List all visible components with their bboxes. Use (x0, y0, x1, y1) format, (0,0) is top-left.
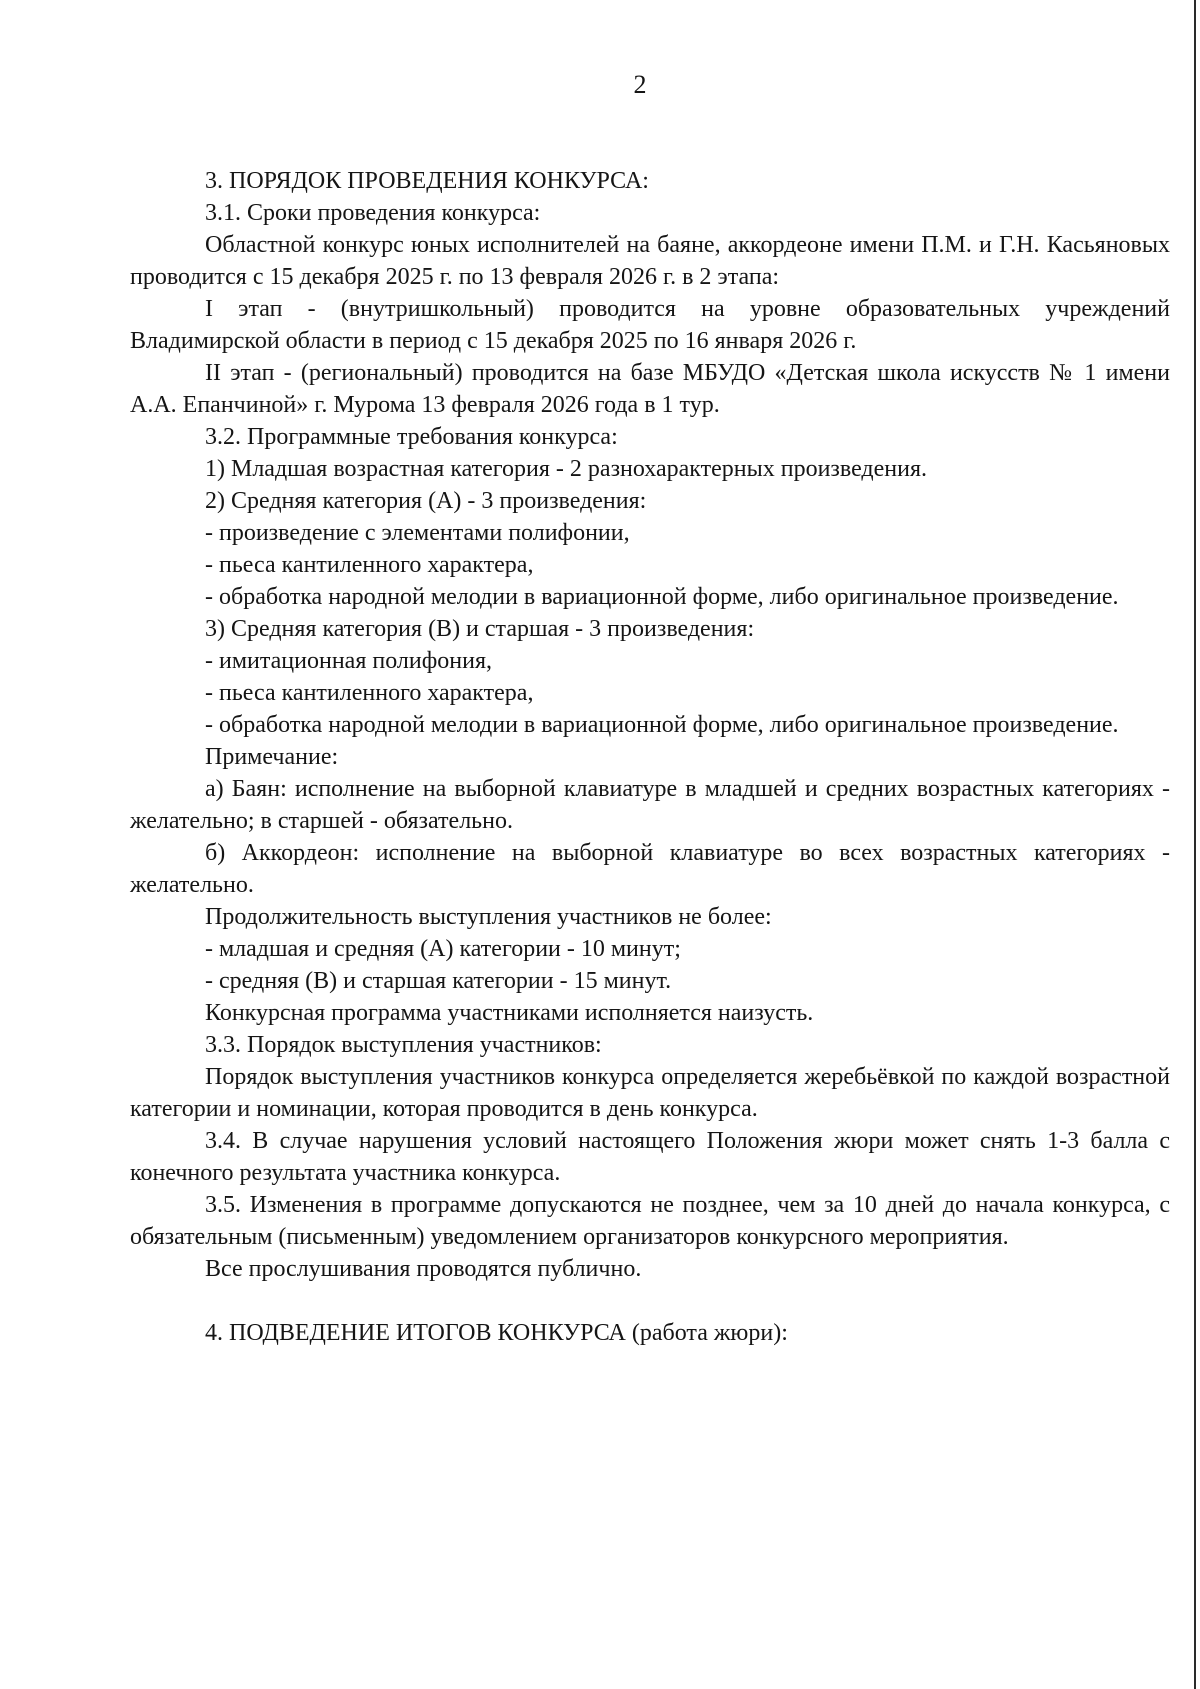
section-4-heading: 4. ПОДВЕДЕНИЕ ИТОГОВ КОНКУРСА (работа жюри): (205, 1320, 788, 1346)
list-item: - младшая и средняя (А) категории - 10 минут; (205, 936, 681, 962)
requirement-middle-a: 2) Средняя категория (А) - 3 произведения: (205, 488, 647, 514)
paragraph-public-auditions: Все прослушивания проводятся публично. (205, 1256, 642, 1282)
note-bayan: а) Баян: исполнение на выборной клавиатуре в младшей и средних возрастных категориях - желательно; в старшей - обязательно. (130, 776, 1170, 834)
spacer (130, 1285, 1170, 1317)
list-item: - пьеса кантиленного характера, (205, 680, 534, 706)
scan-edge-line (1194, 0, 1196, 1689)
paragraph-stage-2: II этап - (региональный) проводится на базе МБУДО «Детская школа искусств № 1 имени А.А. Епанчиной» г. Мурома 13 февраля 2026 года в 1 тур. (130, 360, 1170, 418)
requirement-junior: 1) Младшая возрастная категория - 2 разнохарактерных произведения. (205, 456, 928, 482)
paragraph-3-5: 3.5. Изменения в программе допускаются не позднее, чем за 10 дней до начала конкурса, с обязательным (письменным) уведомлением организаторов конкурсного мероприятия. (130, 1192, 1170, 1250)
requirement-middle-b-senior: 3) Средняя категория (В) и старшая - 3 произведения: (205, 616, 755, 642)
paragraph-stage-1: I этап - (внутришкольный) проводится на уровне образовательных учреждений Владимирской области в период с 15 декабря 2025 по 16 января 2026 г. (130, 296, 1170, 354)
paragraph-contest-dates: Областной конкурс юных исполнителей на баяне, аккордеоне имени П.М. и Г.Н. Касьяновых проводится с 15 декабря 2025 г. по 13 февраля 2026 г. в 2 этапа: (130, 232, 1170, 290)
note-accordion: б) Аккордеон: исполнение на выборной клавиатуре во всех возрастных категориях - желательно. (130, 840, 1170, 898)
document-body (130, 165, 1170, 1349)
subsection-3-3-heading: 3.3. Порядок выступления участников: (205, 1032, 602, 1058)
page-number: 2 (633, 70, 647, 99)
note-heading: Примечание: (205, 744, 339, 770)
paragraph-by-heart: Конкурсная программа участниками исполняется наизусть. (205, 1000, 814, 1026)
list-item: - произведение с элементами полифонии, (205, 520, 630, 546)
subsection-3-2-heading: 3.2. Программные требования конкурса: (205, 424, 618, 450)
duration-heading: Продолжительность выступления участников не более: (205, 904, 772, 930)
paragraph-3-4: 3.4. В случае нарушения условий настоящего Положения жюри может снять 1-3 балла с конечного результата участника конкурса. (130, 1128, 1170, 1186)
subsection-3-1-heading: 3.1. Сроки проведения конкурса: (205, 200, 541, 226)
list-item: - обработка народной мелодии в вариационной форме, либо оригинальное произведение. (205, 712, 1119, 738)
list-item: - обработка народной мелодии в вариационной форме, либо оригинальное произведение. (205, 584, 1119, 610)
section-3-heading: 3. ПОРЯДОК ПРОВЕДЕНИЯ КОНКУРСА: (205, 168, 649, 194)
list-item: - имитационная полифония, (205, 648, 492, 674)
paragraph-order-draw: Порядок выступления участников конкурса определяется жеребьёвкой по каждой возрастной категории и номинации, которая проводится в день конкурса. (130, 1064, 1170, 1122)
list-item: - средняя (В) и старшая категории - 15 минут. (205, 968, 672, 994)
list-item: - пьеса кантиленного характера, (205, 552, 534, 578)
